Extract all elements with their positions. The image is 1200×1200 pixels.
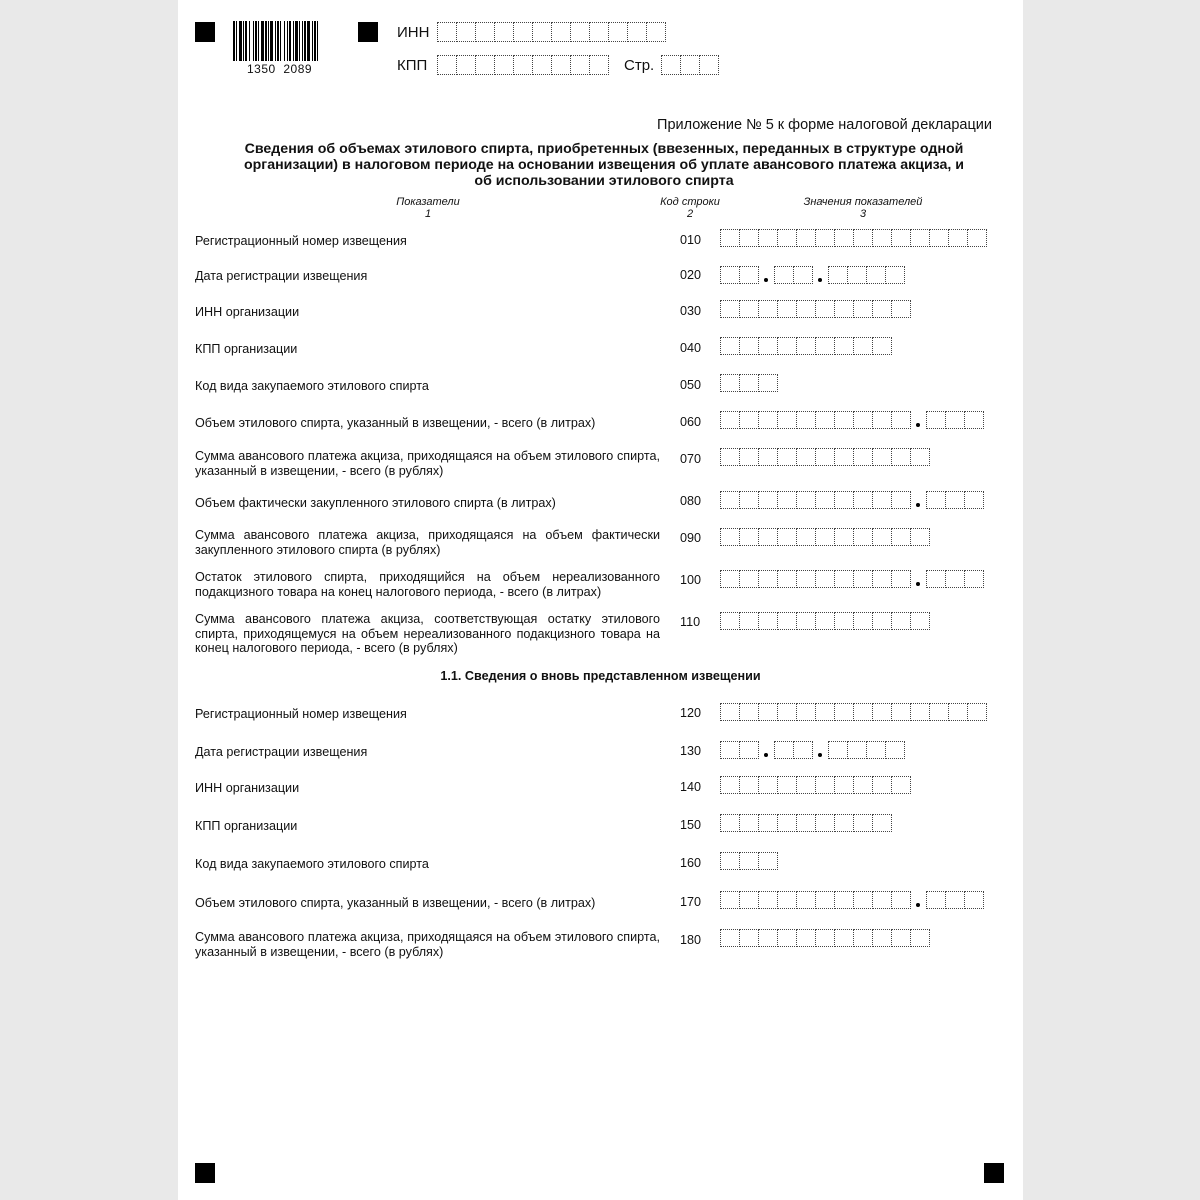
char-cell[interactable] (774, 266, 794, 284)
row-140-label: ИНН организации (195, 781, 300, 795)
char-cell[interactable] (796, 776, 816, 794)
char-cell[interactable] (872, 528, 892, 546)
char-cell[interactable] (964, 891, 984, 909)
row-080-code: 080 (680, 494, 702, 508)
char-cell[interactable] (646, 22, 666, 42)
char-cell[interactable] (739, 266, 759, 284)
char-cell[interactable] (847, 266, 867, 284)
char-cell[interactable] (456, 55, 476, 75)
char-cell[interactable] (796, 814, 816, 832)
char-cell[interactable] (758, 411, 778, 429)
char-cell[interactable] (777, 814, 797, 832)
char-cell[interactable] (758, 491, 778, 509)
bottom-left-marker (195, 1163, 215, 1183)
char-cell[interactable] (777, 448, 797, 466)
separator-dot (916, 582, 920, 586)
char-cell[interactable] (929, 229, 949, 247)
char-cell[interactable] (891, 448, 911, 466)
row-040-field[interactable] (720, 337, 891, 355)
char-cell[interactable] (758, 448, 778, 466)
char-cell[interactable] (796, 229, 816, 247)
char-cell[interactable] (777, 929, 797, 947)
top-right-marker (358, 22, 378, 42)
char-cell[interactable] (739, 703, 759, 721)
char-cell[interactable] (815, 337, 835, 355)
char-cell[interactable] (945, 491, 965, 509)
char-cell[interactable] (758, 300, 778, 318)
char-cell[interactable] (739, 528, 759, 546)
char-cell[interactable] (828, 741, 848, 759)
char-cell[interactable] (815, 229, 835, 247)
char-cell[interactable] (910, 229, 930, 247)
char-cell[interactable] (834, 570, 854, 588)
row-040-code: 040 (680, 341, 702, 355)
char-cell[interactable] (739, 814, 759, 832)
char-cell[interactable] (720, 814, 740, 832)
char-cell[interactable] (777, 776, 797, 794)
char-cell[interactable] (910, 612, 930, 630)
char-cell[interactable] (815, 411, 835, 429)
row-070-label: Сумма авансового платежа акциза, приходящаяся на объем этилового спирта, указанный в извещении, - всего (в рублях) (195, 449, 660, 478)
row-020-label: Дата регистрации извещения (195, 269, 368, 283)
row-010-code: 010 (680, 233, 702, 247)
char-cell[interactable] (948, 229, 968, 247)
char-cell[interactable] (828, 266, 848, 284)
char-cell[interactable] (872, 570, 892, 588)
char-cell[interactable] (720, 891, 740, 909)
row-080-label: Объем фактически закупленного этилового спирта (в литрах) (195, 496, 556, 510)
char-cell[interactable] (866, 741, 886, 759)
char-cell[interactable] (551, 55, 571, 75)
char-cell[interactable] (758, 929, 778, 947)
char-cell[interactable] (853, 229, 873, 247)
char-cell[interactable] (815, 891, 835, 909)
row-120-code: 120 (680, 706, 702, 720)
char-cell[interactable] (910, 703, 930, 721)
char-cell[interactable] (891, 929, 911, 947)
char-cell[interactable] (929, 703, 949, 721)
char-cell[interactable] (872, 300, 892, 318)
row-100-field[interactable] (720, 570, 983, 588)
char-cell[interactable] (834, 612, 854, 630)
char-cell[interactable] (720, 374, 740, 392)
row-090-field[interactable] (720, 528, 929, 546)
char-cell[interactable] (872, 337, 892, 355)
char-cell[interactable] (739, 776, 759, 794)
row-010-field[interactable] (720, 229, 986, 247)
char-cell[interactable] (853, 300, 873, 318)
char-cell[interactable] (494, 22, 514, 42)
row-070-field[interactable] (720, 448, 929, 466)
char-cell[interactable] (834, 491, 854, 509)
char-cell[interactable] (796, 929, 816, 947)
char-cell[interactable] (834, 337, 854, 355)
char-cell[interactable] (758, 528, 778, 546)
char-cell[interactable] (891, 612, 911, 630)
column-number: 1 (424, 208, 432, 220)
form-page (178, 0, 1023, 1200)
char-cell[interactable] (513, 22, 533, 42)
char-cell[interactable] (777, 891, 797, 909)
subsection-title: 1.1. Сведения о вновь представленном извещении (440, 669, 761, 683)
char-cell[interactable] (853, 448, 873, 466)
row-020-code: 020 (680, 268, 702, 282)
char-cell[interactable] (796, 448, 816, 466)
char-cell[interactable] (777, 612, 797, 630)
char-cell[interactable] (910, 448, 930, 466)
char-cell[interactable] (513, 55, 533, 75)
char-cell[interactable] (872, 448, 892, 466)
char-cell[interactable] (891, 570, 911, 588)
column-name: Код строки (660, 196, 720, 208)
char-cell[interactable] (739, 891, 759, 909)
char-cell[interactable] (866, 266, 886, 284)
row-030-label: ИНН организации (195, 305, 300, 319)
char-cell[interactable] (945, 570, 965, 588)
char-cell[interactable] (853, 891, 873, 909)
char-cell[interactable] (720, 703, 740, 721)
row-120-label: Регистрационный номер извещения (195, 707, 407, 721)
char-cell[interactable] (774, 741, 794, 759)
column-header-code (640, 196, 740, 220)
row-150-code: 150 (680, 818, 702, 832)
char-cell[interactable] (777, 337, 797, 355)
char-cell[interactable] (964, 411, 984, 429)
char-cell[interactable] (793, 741, 813, 759)
char-cell[interactable] (891, 300, 911, 318)
char-cell[interactable] (815, 491, 835, 509)
row-070-code: 070 (680, 452, 702, 466)
char-cell[interactable] (891, 411, 911, 429)
row-180-field[interactable] (720, 929, 929, 947)
row-100-code: 100 (680, 573, 702, 587)
inn-field[interactable] (437, 22, 665, 42)
separator-dot (818, 278, 822, 282)
separator-dot (916, 503, 920, 507)
char-cell[interactable] (885, 266, 905, 284)
char-cell[interactable] (720, 300, 740, 318)
char-cell[interactable] (926, 491, 946, 509)
char-cell[interactable] (834, 528, 854, 546)
row-170-label: Объем этилового спирта, указанный в извещении, - всего (в литрах) (195, 896, 596, 910)
row-030-field[interactable] (720, 300, 910, 318)
char-cell[interactable] (834, 703, 854, 721)
separator-dot (764, 753, 768, 757)
char-cell[interactable] (739, 929, 759, 947)
char-cell[interactable] (964, 491, 984, 509)
char-cell[interactable] (777, 491, 797, 509)
char-cell[interactable] (758, 570, 778, 588)
char-cell[interactable] (758, 776, 778, 794)
char-cell[interactable] (739, 448, 759, 466)
column-header-values (783, 196, 943, 220)
row-170-field[interactable] (720, 891, 983, 909)
char-cell[interactable] (926, 570, 946, 588)
char-cell[interactable] (834, 411, 854, 429)
kpp-field[interactable] (437, 55, 608, 75)
appendix-title: Приложение № 5 к форме налоговой декларации (657, 117, 992, 133)
char-cell[interactable] (945, 411, 965, 429)
char-cell[interactable] (834, 448, 854, 466)
separator-dot (916, 423, 920, 427)
char-cell[interactable] (720, 229, 740, 247)
char-cell[interactable] (853, 528, 873, 546)
char-cell[interactable] (758, 814, 778, 832)
row-060-label: Объем этилового спирта, указанный в извещении, - всего (в литрах) (195, 416, 596, 430)
column-number: 2 (686, 208, 694, 220)
char-cell[interactable] (815, 703, 835, 721)
row-160-label: Код вида закупаемого этилового спирта (195, 857, 429, 871)
row-010-label: Регистрационный номер извещения (195, 234, 407, 248)
char-cell[interactable] (589, 22, 609, 42)
char-cell[interactable] (720, 776, 740, 794)
char-cell[interactable] (720, 570, 740, 588)
row-130-date-field[interactable] (720, 741, 904, 759)
row-110-field[interactable] (720, 612, 929, 630)
row-160-field[interactable] (720, 852, 777, 870)
char-cell[interactable] (758, 703, 778, 721)
char-cell[interactable] (815, 612, 835, 630)
row-040-label: КПП организации (195, 342, 298, 356)
bottom-right-marker (984, 1163, 1004, 1183)
separator-dot (818, 753, 822, 757)
row-140-code: 140 (680, 780, 702, 794)
char-cell[interactable] (570, 55, 590, 75)
char-cell[interactable] (758, 612, 778, 630)
char-cell[interactable] (777, 528, 797, 546)
char-cell[interactable] (872, 814, 892, 832)
char-cell[interactable] (739, 491, 759, 509)
char-cell[interactable] (853, 411, 873, 429)
barcode-bar (318, 21, 320, 61)
char-cell[interactable] (758, 374, 778, 392)
char-cell[interactable] (815, 300, 835, 318)
char-cell[interactable] (720, 411, 740, 429)
char-cell[interactable] (456, 22, 476, 42)
char-cell[interactable] (475, 55, 495, 75)
char-cell[interactable] (739, 411, 759, 429)
char-cell[interactable] (853, 337, 873, 355)
char-cell[interactable] (777, 229, 797, 247)
char-cell[interactable] (720, 528, 740, 546)
row-050-code: 050 (680, 378, 702, 392)
row-120-field[interactable] (720, 703, 986, 721)
char-cell[interactable] (589, 55, 609, 75)
row-110-label: Сумма авансового платежа акциза, соответствующая остатку этилового спирта, приходящемуся на объем нереализованного подакцизного товара на конец налогового периода, - всего (в рублях) (195, 612, 660, 655)
char-cell[interactable] (796, 300, 816, 318)
char-cell[interactable] (872, 929, 892, 947)
char-cell[interactable] (739, 337, 759, 355)
char-cell[interactable] (926, 891, 946, 909)
char-cell[interactable] (815, 570, 835, 588)
row-130-code: 130 (680, 744, 702, 758)
row-050-label: Код вида закупаемого этилового спирта (195, 379, 429, 393)
char-cell[interactable] (847, 741, 867, 759)
char-cell[interactable] (910, 929, 930, 947)
char-cell[interactable] (720, 448, 740, 466)
char-cell[interactable] (777, 570, 797, 588)
char-cell[interactable] (872, 612, 892, 630)
column-name: Показатели (396, 196, 460, 208)
char-cell[interactable] (777, 703, 797, 721)
row-050-field[interactable] (720, 374, 777, 392)
char-cell[interactable] (796, 491, 816, 509)
char-cell[interactable] (720, 741, 740, 759)
row-180-code: 180 (680, 933, 702, 947)
row-180-label: Сумма авансового платежа акциза, приходящаяся на объем этилового спирта, указанный в извещении, - всего (в рублях) (195, 930, 660, 959)
char-cell[interactable] (945, 891, 965, 909)
barcode-number: 1350 2089 (247, 62, 313, 76)
char-cell[interactable] (815, 814, 835, 832)
form-title: Сведения об объемах этилового спирта, приобретенных (ввезенных, переданных в структуре одной организации) в налоговом периоде на основании извещения об уплате авансового платежа акциза, и об использовании этилового спирта (243, 141, 965, 189)
char-cell[interactable] (891, 528, 911, 546)
row-150-label: КПП организации (195, 819, 298, 833)
row-030-code: 030 (680, 304, 702, 318)
char-cell[interactable] (720, 929, 740, 947)
row-090-label: Сумма авансового платежа акциза, приходящаяся на объем фактически закупленного этилового спирта (в рублях) (195, 528, 660, 557)
char-cell[interactable] (796, 891, 816, 909)
char-cell[interactable] (570, 22, 590, 42)
char-cell[interactable] (964, 570, 984, 588)
char-cell[interactable] (796, 411, 816, 429)
char-cell[interactable] (777, 300, 797, 318)
row-060-code: 060 (680, 415, 702, 429)
inn-label: ИНН (397, 24, 430, 41)
char-cell[interactable] (758, 337, 778, 355)
char-cell[interactable] (627, 22, 647, 42)
char-cell[interactable] (758, 852, 778, 870)
char-cell[interactable] (739, 852, 759, 870)
char-cell[interactable] (720, 266, 740, 284)
char-cell[interactable] (853, 703, 873, 721)
char-cell[interactable] (834, 929, 854, 947)
char-cell[interactable] (758, 891, 778, 909)
char-cell[interactable] (926, 411, 946, 429)
char-cell[interactable] (739, 570, 759, 588)
char-cell[interactable] (720, 852, 740, 870)
char-cell[interactable] (680, 55, 700, 75)
separator-dot (916, 903, 920, 907)
char-cell[interactable] (739, 229, 759, 247)
column-name: Значения показателей (803, 196, 923, 208)
char-cell[interactable] (834, 300, 854, 318)
char-cell[interactable] (699, 55, 719, 75)
char-cell[interactable] (891, 229, 911, 247)
char-cell[interactable] (872, 703, 892, 721)
char-cell[interactable] (720, 491, 740, 509)
char-cell[interactable] (967, 703, 987, 721)
char-cell[interactable] (891, 703, 911, 721)
separator-dot (764, 278, 768, 282)
char-cell[interactable] (796, 570, 816, 588)
row-110-code: 110 (680, 615, 701, 629)
row-020-date-field[interactable] (720, 266, 904, 284)
char-cell[interactable] (720, 337, 740, 355)
char-cell[interactable] (834, 229, 854, 247)
char-cell[interactable] (739, 300, 759, 318)
row-090-code: 090 (680, 531, 702, 545)
char-cell[interactable] (872, 411, 892, 429)
top-left-marker (195, 22, 215, 42)
char-cell[interactable] (891, 776, 911, 794)
char-cell[interactable] (853, 776, 873, 794)
char-cell[interactable] (891, 491, 911, 509)
char-cell[interactable] (872, 891, 892, 909)
char-cell[interactable] (796, 612, 816, 630)
column-header-indicators (368, 196, 488, 220)
char-cell[interactable] (758, 229, 778, 247)
row-060-field[interactable] (720, 411, 983, 429)
char-cell[interactable] (494, 55, 514, 75)
page-label: Стр. (624, 57, 655, 74)
char-cell[interactable] (834, 891, 854, 909)
char-cell[interactable] (891, 891, 911, 909)
kpp-label: КПП (397, 57, 428, 74)
char-cell[interactable] (815, 776, 835, 794)
row-160-code: 160 (680, 856, 702, 870)
char-cell[interactable] (948, 703, 968, 721)
column-number: 3 (859, 208, 867, 220)
char-cell[interactable] (815, 929, 835, 947)
char-cell[interactable] (720, 612, 740, 630)
char-cell[interactable] (796, 703, 816, 721)
char-cell[interactable] (815, 448, 835, 466)
char-cell[interactable] (853, 814, 873, 832)
char-cell[interactable] (853, 491, 873, 509)
char-cell[interactable] (796, 337, 816, 355)
char-cell[interactable] (853, 929, 873, 947)
row-100-label: Остаток этилового спирта, приходящийся на объем нереализованного подакцизного товара на конец налогового периода, - всего (в литрах) (195, 570, 660, 599)
char-cell[interactable] (793, 266, 813, 284)
char-cell[interactable] (739, 741, 759, 759)
char-cell[interactable] (532, 55, 552, 75)
char-cell[interactable] (777, 411, 797, 429)
barcode (233, 21, 320, 61)
char-cell[interactable] (910, 528, 930, 546)
char-cell[interactable] (475, 22, 495, 42)
row-170-code: 170 (680, 895, 702, 909)
char-cell[interactable] (872, 229, 892, 247)
char-cell[interactable] (608, 22, 628, 42)
char-cell[interactable] (551, 22, 571, 42)
char-cell[interactable] (853, 612, 873, 630)
char-cell[interactable] (815, 528, 835, 546)
char-cell[interactable] (872, 776, 892, 794)
row-130-label: Дата регистрации извещения (195, 745, 368, 759)
char-cell[interactable] (796, 528, 816, 546)
char-cell[interactable] (437, 55, 457, 75)
char-cell[interactable] (532, 22, 552, 42)
page-number-field[interactable] (661, 55, 718, 75)
char-cell[interactable] (661, 55, 681, 75)
char-cell[interactable] (872, 491, 892, 509)
char-cell[interactable] (967, 229, 987, 247)
row-080-field[interactable] (720, 491, 983, 509)
char-cell[interactable] (885, 741, 905, 759)
row-140-field[interactable] (720, 776, 910, 794)
char-cell[interactable] (739, 374, 759, 392)
char-cell[interactable] (739, 612, 759, 630)
char-cell[interactable] (853, 570, 873, 588)
char-cell[interactable] (834, 776, 854, 794)
char-cell[interactable] (834, 814, 854, 832)
char-cell[interactable] (437, 22, 457, 42)
row-150-field[interactable] (720, 814, 891, 832)
